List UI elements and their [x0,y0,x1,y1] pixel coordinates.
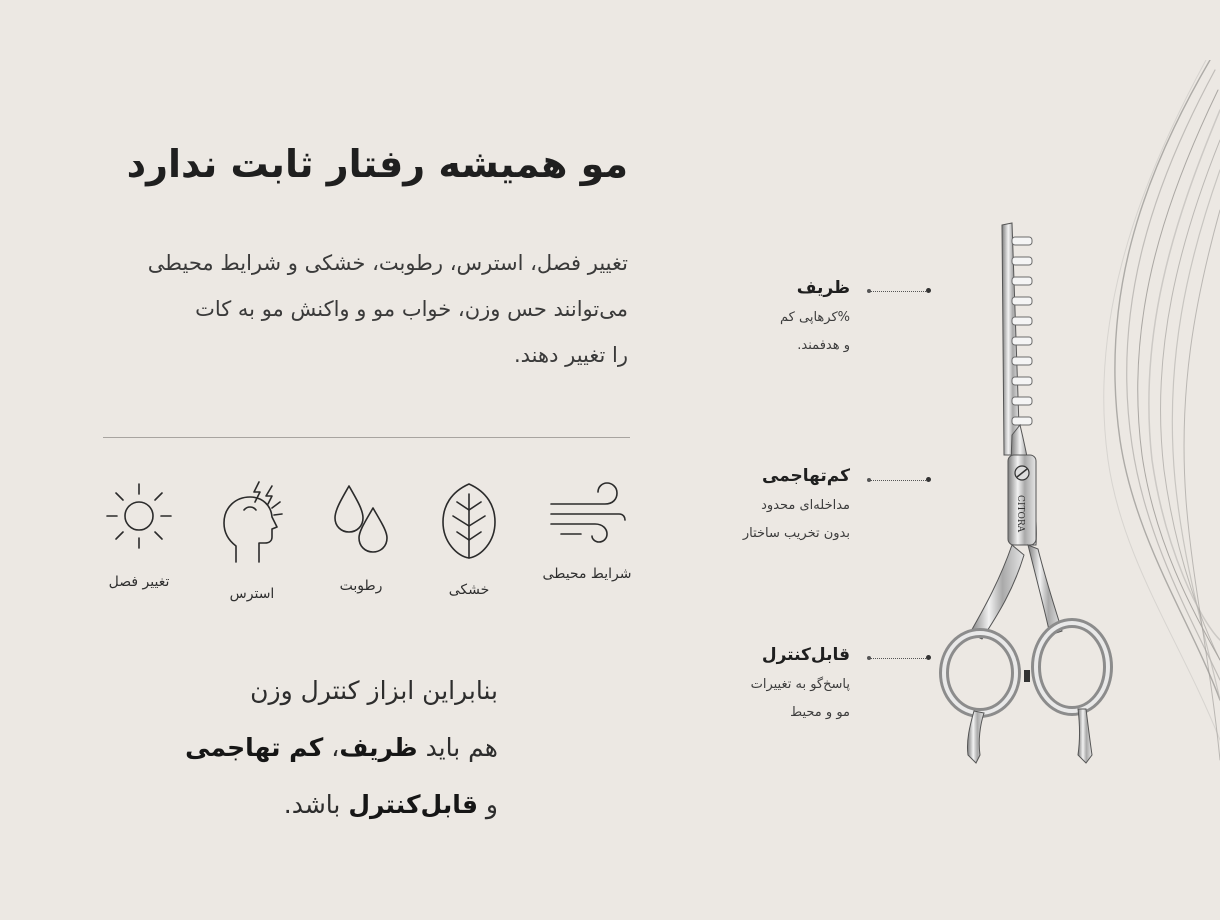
conclusion-line-1: بنابراین ابزاز کنترل وزن [250,676,498,705]
factor-label: استرس [229,586,275,602]
conclusion-line-3-suffix: باشد. [283,790,341,819]
feature-minimal [620,466,850,548]
factor-label: خشکی [448,582,490,598]
conclusion-line-2-prefix: هم باید [425,733,498,762]
intro-paragraph [100,240,628,378]
feature-desc-line-2: مو و محیط [790,705,850,720]
factor-dryness [414,480,524,598]
intro-line-3: را تغییر دهند. [513,343,628,367]
wind-icon [547,480,627,544]
page-title: مو همیشه رفتار ثابت ندارد [126,142,628,186]
sun-icon [103,480,175,552]
stressed-head-icon [214,480,290,564]
brand-text: CITORA [1015,495,1025,533]
feature-title: ظریف [796,278,850,298]
conclusion-text [150,662,498,833]
feature-desc-line-2: و هدفمند. [797,338,850,353]
feature-desc-line-1: پاسخ‌گو به تغییرات [750,677,850,692]
feature-title: قابل‌کنترل [761,645,850,665]
feature-desc-line-2: بدون تخریب ساختار [742,526,850,541]
feature-title: کم‌تهاجمی [761,466,850,486]
conclusion-line-3-prefix: و [485,790,498,819]
factor-label: رطوبت [339,578,383,594]
conclusion-comma: ، [331,733,340,762]
conclusion-bold-fine: ظریف [339,733,418,762]
conclusion-bold-minimal: کم تهاجمی [185,733,324,762]
feature-desc-line-1: %کرهاپی کم [780,310,850,325]
intro-line-2: می‌توانند حس وزن، خواب مو و واکنش مو به کات [195,297,628,321]
factor-label: تغییر فصل [108,574,170,590]
feature-desc [620,492,850,548]
factor-label: شرایط محیطی [542,566,632,582]
factor-stress [197,480,307,602]
feature-fine [620,278,850,360]
factor-humidity [306,480,416,594]
conclusion-bold-controllable: قابل‌کنترل [348,790,478,819]
factor-season [84,480,194,590]
section-divider [103,437,630,438]
feature-controllable [620,645,850,727]
intro-line-1: تغییر فصل، استرس، رطوبت، خشکی و شرایط محیطی [147,251,628,275]
feature-desc [620,304,850,360]
feature-desc [620,671,850,727]
dry-leaf-icon [437,480,501,560]
thinning-scissors-icon [920,215,1130,775]
water-drops-icon [329,480,393,556]
feature-desc-line-1: مداخله‌ای محدود [761,498,850,513]
